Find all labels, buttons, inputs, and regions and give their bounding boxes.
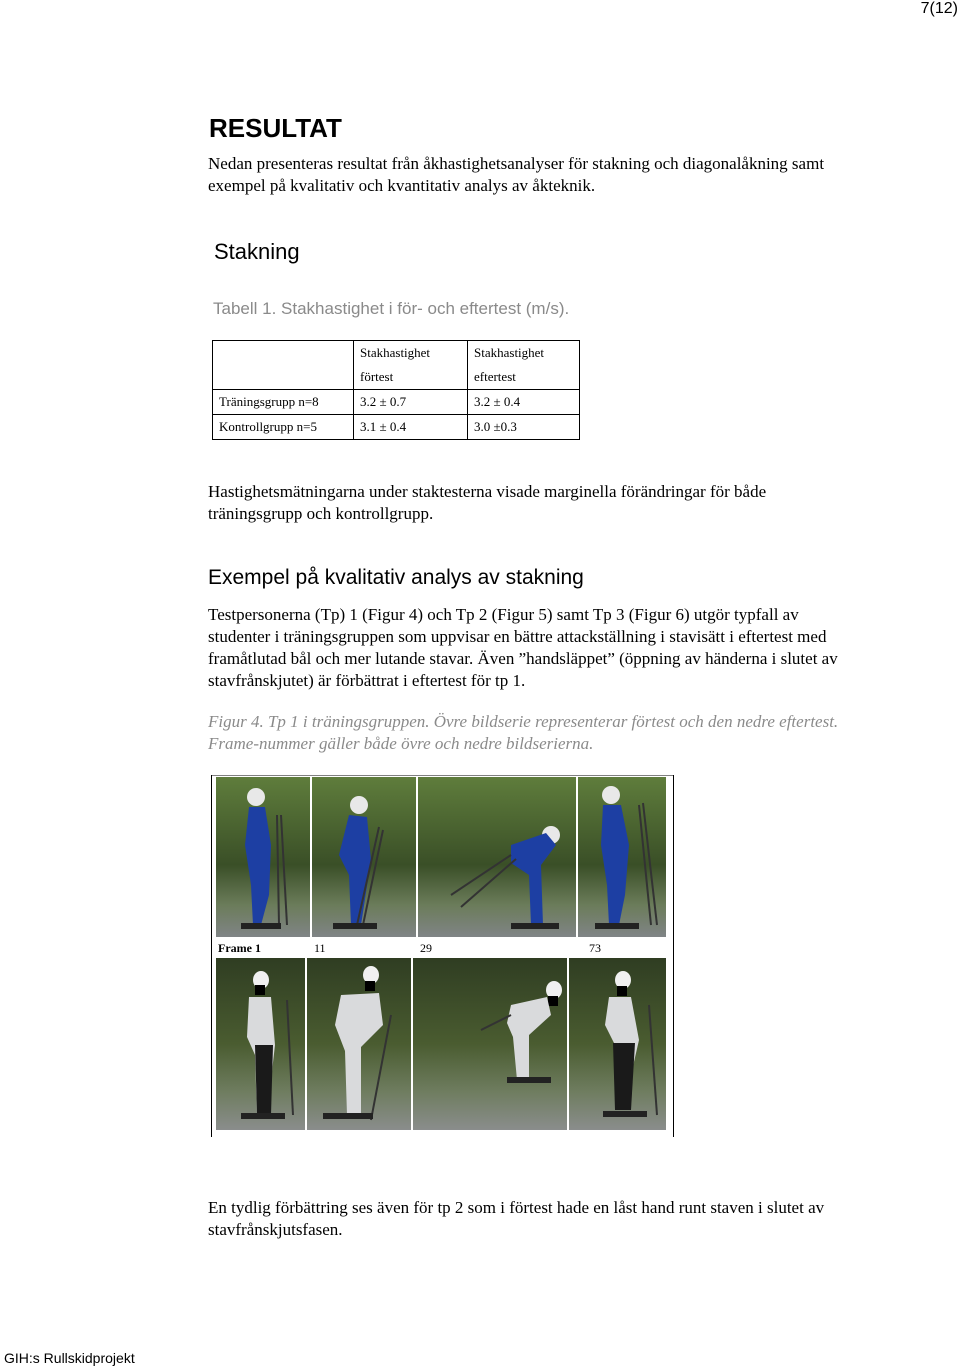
table-header-cell: förtest	[354, 365, 468, 390]
analysis-paragraph: Testpersonerna (Tp) 1 (Figur 4) och Tp 2 (Figur 5) samt Tp 3 (Figur 6) utgör typfall av studenter i träningsgruppen som uppvisar en bättre attackställning i stavisätt i eftertest med framåtlutad bål och mer lutande stavar. Även ”handsläppet” (öppning av händerna i slutet av stavfrånskjutet) är förbättrat i eftertest för tp 1.	[208, 605, 838, 690]
table-cell: Kontrollgrupp n=5	[213, 415, 354, 440]
closing-paragraph: En tydlig förbättring ses även för tp 2 som i förtest hade en låst hand runt staven i slutet av stavfrånskjutsfasen.	[208, 1198, 825, 1239]
frame-label: 29	[420, 941, 432, 955]
top-photo-row	[216, 777, 666, 937]
table-header-cell: eftertest	[468, 365, 580, 390]
frame-label: 73	[589, 941, 601, 955]
subheading-stakning: Stakning	[214, 239, 300, 264]
table-header-cell	[213, 341, 354, 366]
table-header-cell: Stakhastighet	[354, 341, 468, 366]
table-header-cell	[213, 365, 354, 390]
table-row	[213, 390, 580, 415]
table-cell: 3.2 ± 0.7	[354, 390, 468, 415]
frame-label: 11	[314, 941, 326, 955]
table-header-row	[213, 365, 580, 390]
table-cell: 3.1 ± 0.4	[354, 415, 468, 440]
figure-caption: Figur 4. Tp 1 i träningsgruppen. Övre bildserie representerar förtest och den nedre eftertest. Frame-nummer gäller både övre och nedre bildserierna.	[208, 712, 839, 753]
table-cell: Träningsgrupp n=8	[213, 390, 354, 415]
footer-project-name: GIH:s Rullskidprojekt	[4, 1350, 135, 1366]
table-header-row	[213, 341, 580, 366]
frame-label: Frame 1	[218, 941, 261, 955]
table-header-cell: Stakhastighet	[468, 341, 580, 366]
table-caption: Tabell 1. Stakhastighet i för- och eftertest (m/s).	[213, 299, 570, 318]
skier-photo-sequence	[211, 775, 674, 1137]
results-paragraph: Hastighetsmätningarna under staktesterna visade marginella förändringar för både träningsgrupp och kontrollgrupp.	[208, 482, 767, 523]
bottom-photo-row	[216, 958, 666, 1130]
subheading-exempel: Exempel på kvalitativ analys av stakning	[208, 566, 584, 589]
speed-table	[212, 340, 580, 440]
intro-paragraph: Nedan presenteras resultat från åkhastighetsanalyser för stakning och diagonalåkning samt exempel på kvalitativ och kvantitativ analys av åkteknik.	[208, 154, 825, 195]
page-number: 7(12)	[920, 0, 958, 17]
table-cell: 3.0 ±0.3	[468, 415, 580, 440]
table-row	[213, 415, 580, 440]
section-heading-resultat: RESULTAT	[209, 113, 342, 143]
table-cell: 3.2 ± 0.4	[468, 390, 580, 415]
